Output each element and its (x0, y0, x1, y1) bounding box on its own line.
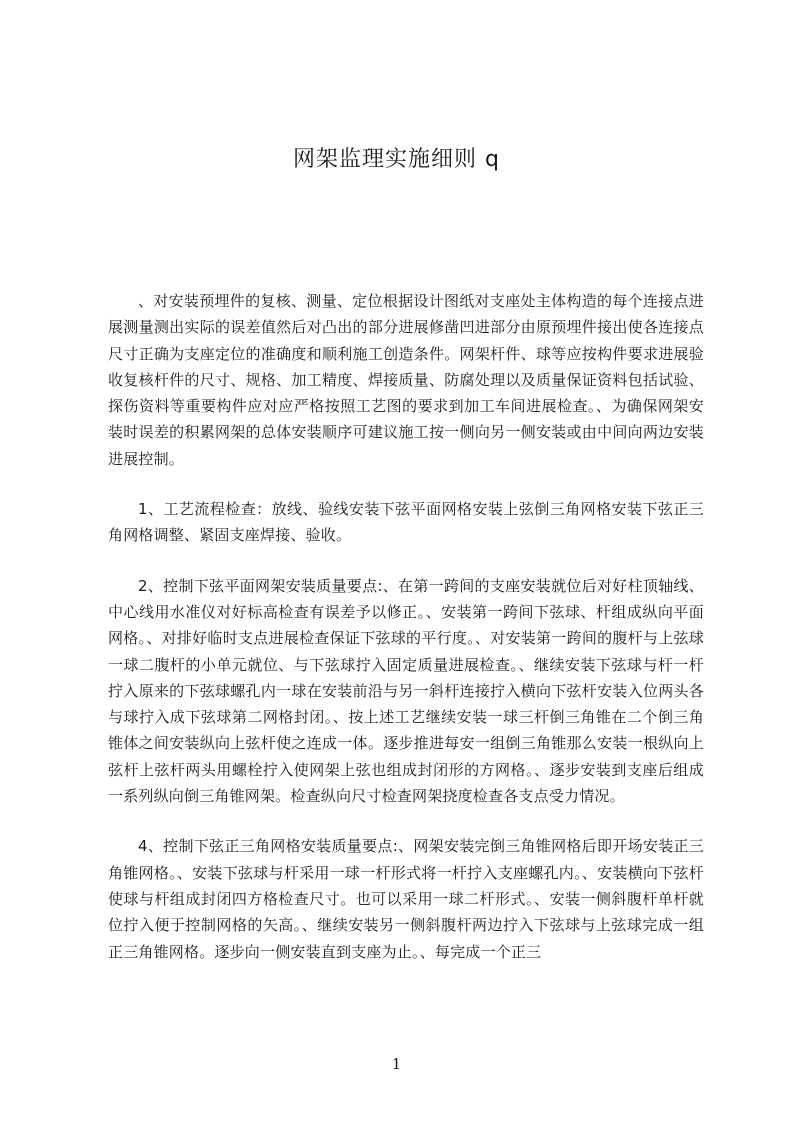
page-number: 1 (391, 1055, 402, 1073)
paragraph-preparation: 、对安装预埋件的复核、测量、定位根据设计图纸对支座处主体构造的每个连接点进展测量测出实际的误差值然后对凸出的部分进展修凿凹进部分由原预埋件接出使各连接点尺寸正确为支座定位的准确度和顺利施工创造条件。网架杆件、球等应按构件要求进展验收复核杆件的尺寸、规格、加工精度、焊接质量、防腐处理以及质量保证资料包括试验、探伤资料等重要构件应对应严格按照工艺图的要求到加工车间进展检查。、为确保网架安装时误差的积累网架的总体安装顺序可建议施工按一侧向另一侧安装或由中间向两边安装进展控制。 (108, 292, 704, 468)
paragraph-lower-chord-triangle: 4、控制下弦正三角网格安装质量要点:、网架安装完倒三角锥网格后即开场安装正三角锥网格。、安装下弦球与杆采用一球一杆形式将一杆拧入支座螺孔内。、安装横向下弦杆使球与杆组成封闭四方格检查尺寸。也可以采用一球二杆形式。、安装一侧斜腹杆单杆就位拧入便于控制网格的矢高。、继续安装另一侧斜腹杆两边拧入下弦球与上弦球完成一组正三角锥网格。逐步向一侧安装直到支座为止。、每完成一个正三 (108, 837, 704, 961)
document-title: 网架监理实施细则 q (293, 147, 500, 172)
paragraph-process-flow: 1、工艺流程检查：放线、验线安装下弦平面网格安装上弦倒三角网格安装下弦正三角网格调整、紧固支座焊接、验收。 (108, 500, 704, 545)
paragraph-lower-chord-plane: 2、控制下弦平面网架安装质量要点:、在第一跨间的支座安装就位后对好柱顶轴线、中心线用水准仪对好标高检查有误差予以修正。、安装第一跨间下弦球、杆组成纵向平面网格。、对排好临时支点进展检查保证下弦球的平行度。、对安装第一跨间的腹杆与上弦球一球二腹杆的小单元就位、与下弦球拧入固定质量进展检查。、继续安装下弦球与杆一杆拧入原来的下弦球螺孔内一球在安装前沿与另一斜杆连接拧入横向下弦杆安装入位两头各与球拧入成下弦球第二网格封闭。、按上述工艺继续安装一球三杆倒三角锥在二个倒三角锥体之间安装纵向上弦杆使之连成一体。逐步推进每安一组倒三角锥那么安装一根纵向上弦杆上弦杆两头用螺栓拧入使网架上弦也组成封闭形的方网格。、逐步安装到支座后组成一系列纵向倒三角锥网架。检查纵向尺寸检查网架挠度检查各支点受力情况。 (108, 576, 704, 806)
document-body (108, 288, 704, 989)
